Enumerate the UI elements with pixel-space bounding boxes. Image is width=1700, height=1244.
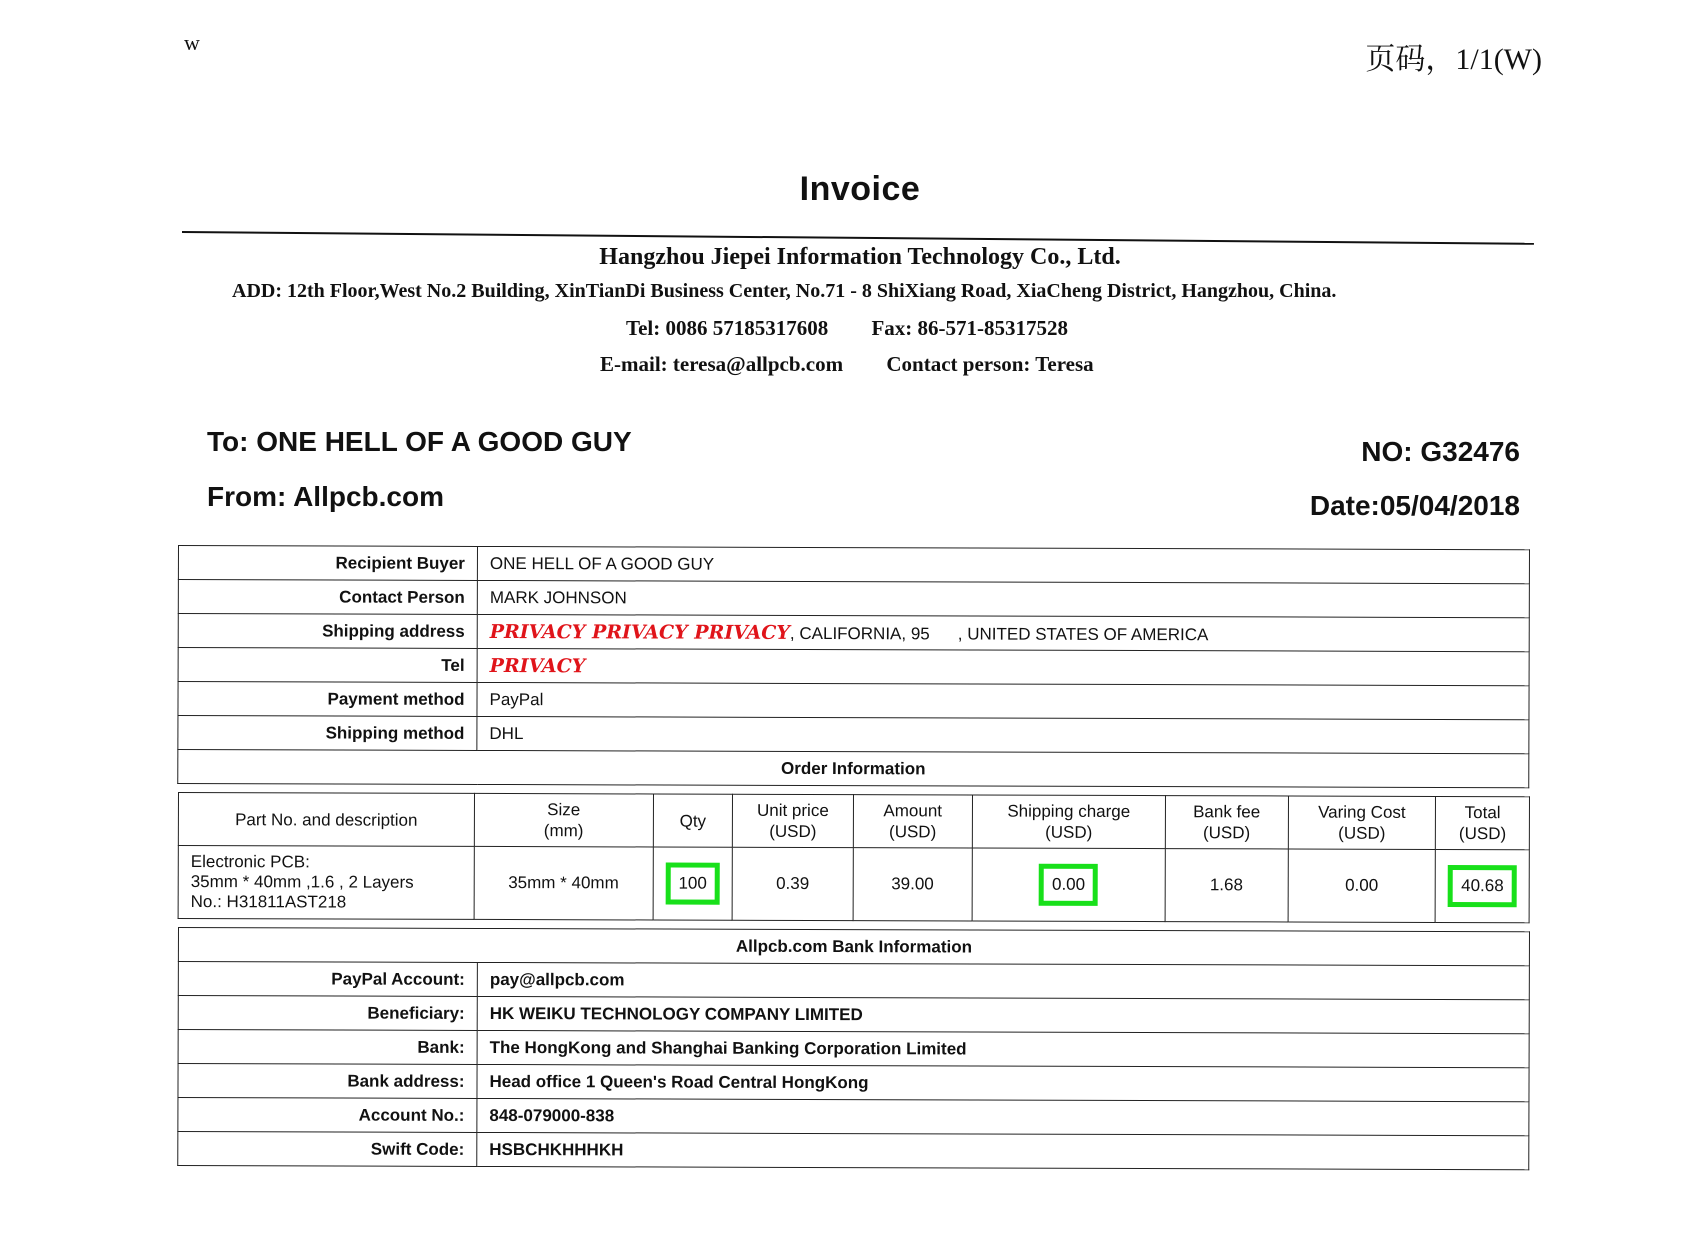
tel-label: Tel	[178, 648, 477, 683]
bank-section-title: Allpcb.com Bank Information	[178, 928, 1529, 966]
contact-label: Contact Person	[178, 580, 477, 615]
swift-row	[178, 1132, 1529, 1170]
paypal-row	[178, 962, 1529, 1000]
item-unit-price: 0.39	[732, 847, 853, 920]
header-qty: Qty	[653, 794, 733, 847]
order-item-row	[178, 846, 1529, 923]
header-part: Part No. and description	[178, 793, 474, 847]
shipping-method-row	[178, 716, 1529, 754]
contact-value: MARK JOHNSON	[477, 580, 1529, 617]
item-total-highlight: 40.68	[1448, 865, 1517, 907]
header-unit-line2: (USD)	[769, 821, 817, 842]
item-qty-highlight: 100	[665, 863, 720, 905]
page-code: 页码，1/1(W)	[1365, 43, 1542, 76]
bank-label: Bank:	[178, 1030, 477, 1065]
header-amount-line2: (USD)	[889, 822, 937, 842]
header-total-line1: Total	[1464, 803, 1501, 823]
account-label: Account No.:	[178, 1098, 477, 1133]
company-fax: Fax: 86-571-85317528	[871, 316, 1069, 340]
header-ship-line1: Shipping charge	[1007, 801, 1131, 821]
order-section-title: Order Information	[178, 750, 1529, 788]
header-size-line1: Size	[547, 800, 581, 820]
company-phone-fax	[626, 316, 1106, 341]
order-items-table	[178, 792, 1530, 923]
company-address: ADD: 12th Floor,West No.2 Building, XinTianDi Business Center, No.71 - 8 ShiXiang Road, XiaCheng District, Hangzhou, China.	[232, 280, 1337, 302]
corner-mark: w	[184, 30, 200, 55]
contact-row	[178, 580, 1529, 618]
invoice-table	[177, 545, 1530, 788]
swift-value: HSBCHKHHHKH	[477, 1132, 1529, 1169]
company-email: E-mail: teresa@allpcb.com	[600, 352, 844, 376]
payment-value: PayPal	[477, 682, 1529, 719]
header-varing-line1: Varing Cost	[1318, 802, 1406, 822]
item-total-cell	[1435, 849, 1529, 922]
header-bank-fee	[1165, 796, 1288, 849]
header-bank-line2: (USD)	[1202, 823, 1251, 843]
order-header-row	[178, 793, 1529, 850]
invoice-to: To: ONE HELL OF A GOOD GUY	[207, 426, 632, 457]
item-qty-cell	[653, 847, 733, 920]
shipping-address-part2: , UNITED STATES OF AMERICA	[957, 623, 1209, 644]
beneficiary-row	[178, 996, 1529, 1034]
item-bank-fee: 1.68	[1165, 849, 1288, 922]
beneficiary-value: HK WEIKU TECHNOLOGY COMPANY LIMITED	[477, 996, 1529, 1033]
header-unit-line1: Unit price	[756, 800, 829, 821]
shipping-address-value	[477, 614, 1529, 651]
header-ship-line2: (USD)	[1045, 822, 1093, 842]
header-unit-price	[732, 794, 853, 847]
bank-address-label: Bank address:	[178, 1064, 477, 1099]
shipping-address-row	[178, 614, 1529, 652]
header-bank-line1: Bank fee	[1193, 802, 1261, 822]
item-desc-line2: 35mm * 40mm ,1.6 , 2 Layers	[190, 872, 414, 892]
company-email-contact	[600, 352, 1132, 377]
payment-label: Payment method	[178, 682, 477, 717]
shipping-method-value: DHL	[477, 716, 1529, 753]
shipping-redaction: PRIVACY PRIVACY PRIVACY	[489, 620, 790, 644]
recipient-row	[178, 546, 1529, 584]
item-size: 35mm * 40mm	[474, 846, 653, 920]
header-total	[1436, 796, 1530, 849]
invoice-date: Date:05/04/2018	[1309, 490, 1520, 521]
item-desc-line1: Electronic PCB:	[190, 852, 310, 872]
bank-row	[178, 1030, 1529, 1068]
swift-label: Swift Code:	[178, 1132, 477, 1167]
shipping-address-part1: , CALIFORNIA, 95	[789, 623, 930, 643]
invoice-from: From: Allpcb.com	[207, 481, 444, 512]
recipient-value: ONE HELL OF A GOOD GUY	[477, 546, 1529, 583]
header-total-line2: (USD)	[1458, 824, 1507, 844]
company-tel: Tel: 0086 57185317608	[626, 316, 829, 340]
paypal-label: PayPal Account:	[178, 962, 477, 997]
bank-section-row	[178, 928, 1529, 966]
tel-row	[178, 648, 1529, 686]
bank-value: The HongKong and Shanghai Banking Corporation Limited	[477, 1030, 1529, 1067]
item-amount: 39.00	[853, 848, 972, 921]
item-varing-cost: 0.00	[1288, 849, 1436, 922]
item-shipping-cell	[972, 848, 1165, 922]
account-row	[178, 1098, 1529, 1136]
header-varing-cost	[1288, 796, 1436, 849]
invoice-title: Invoice	[799, 170, 921, 208]
header-size-line2: (mm)	[543, 821, 584, 841]
order-section-row	[178, 750, 1529, 788]
item-description	[178, 846, 474, 920]
header-varing-line2: (USD)	[1338, 823, 1386, 843]
account-value: 848-079000-838	[477, 1098, 1529, 1135]
tel-value	[477, 648, 1529, 685]
invoice-number: NO: G32476	[1361, 436, 1520, 467]
company-name: Hangzhou Jiepei Information Technology Co., Ltd.	[599, 244, 1121, 270]
shipping-address-label: Shipping address	[178, 614, 477, 649]
shipping-method-label: Shipping method	[178, 716, 477, 751]
bank-address-row	[178, 1064, 1529, 1102]
bank-info-table	[177, 927, 1530, 1170]
title-divider	[182, 231, 1534, 245]
item-desc-line3: No.: H31811AST218	[190, 892, 347, 912]
beneficiary-label: Beneficiary:	[178, 996, 477, 1031]
header-size	[474, 793, 653, 847]
tel-redaction: PRIVACY	[489, 654, 586, 677]
bank-address-value: Head office 1 Queen's Road Central HongKong	[477, 1064, 1529, 1101]
item-shipping-highlight: 0.00	[1039, 864, 1098, 906]
recipient-label: Recipient Buyer	[178, 546, 477, 581]
paypal-value: pay@allpcb.com	[477, 962, 1529, 999]
payment-row	[178, 682, 1529, 720]
header-amount-line1: Amount	[883, 801, 943, 821]
header-amount	[853, 795, 972, 848]
company-contact-person: Contact person: Teresa	[886, 352, 1094, 376]
header-shipping-charge	[972, 795, 1165, 849]
